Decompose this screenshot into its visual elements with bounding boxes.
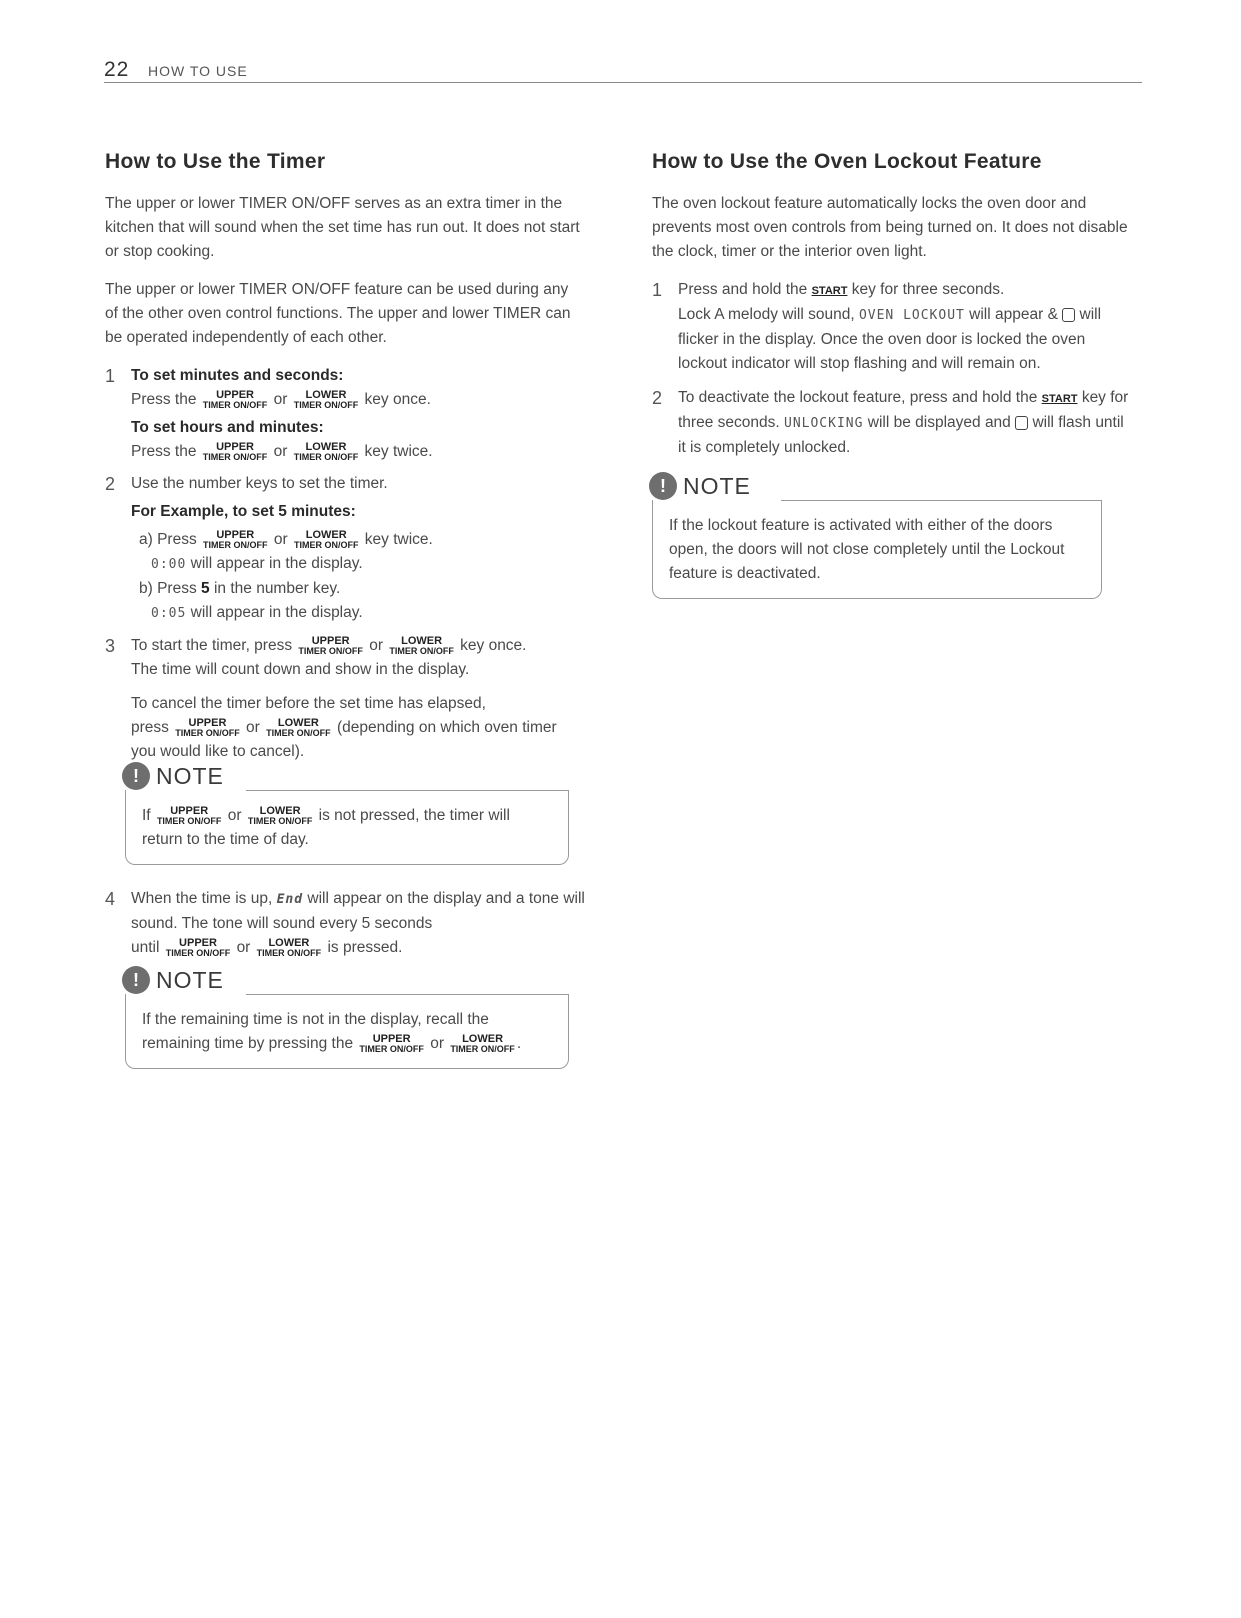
text: or (246, 719, 260, 736)
exclamation-icon: ! (649, 472, 677, 500)
lock-icon (1015, 416, 1028, 430)
key-bottom: TIMER ON/OFF (202, 451, 268, 462)
note-box (125, 763, 569, 865)
step-text: To cancel the timer before the set time has elapsed, (131, 695, 486, 712)
text: Press the (131, 443, 197, 460)
text: key once. (460, 637, 527, 654)
key-top: UPPER (188, 716, 227, 729)
upper-timer-key (157, 806, 222, 826)
timer-step-1 (105, 364, 585, 464)
upper-timer-key (203, 442, 268, 462)
key-top: LOWER (268, 936, 310, 949)
text: key once. (364, 391, 431, 408)
key-bottom: TIMER ON/OFF (247, 815, 313, 826)
display-readout: UNLOCKING (784, 416, 864, 431)
text: Lock A melody will sound, (678, 306, 855, 323)
timer-title: How to Use the Timer (105, 150, 326, 173)
lockout-title: How to Use the Oven Lockout Feature (652, 150, 1042, 173)
lower-timer-key (450, 1034, 515, 1054)
step-heading: To set hours and minutes: (131, 419, 324, 436)
key-bottom: TIMER ON/OFF (293, 399, 359, 410)
lower-timer-key (294, 390, 359, 410)
text: or (227, 807, 242, 824)
key-top: LOWER (259, 804, 301, 817)
text: When the time is up, (131, 890, 273, 907)
text: Press and hold the (678, 281, 808, 298)
step-number: 2 (105, 474, 116, 494)
timer-intro-2: The upper or lower TIMER ON/OFF feature can be used during any of the other oven control functions. The upper and lower TIMER can be operated independently of each other. (105, 281, 571, 346)
text: b) Press (139, 580, 197, 597)
text: key for three seconds. (851, 281, 1005, 298)
timer-step-3 (105, 634, 585, 764)
key-top: LOWER (277, 716, 319, 729)
upper-timer-key (298, 636, 363, 656)
timer-section (105, 150, 585, 1091)
text: key for three seconds. (678, 389, 1129, 431)
step-text: The time will count down and show in the display. (131, 661, 470, 678)
note-rule (781, 500, 1102, 501)
note-box (125, 967, 569, 1069)
lower-timer-key (389, 636, 454, 656)
step-heading: To set minutes and seconds: (131, 367, 344, 384)
note-title: NOTE (683, 473, 751, 499)
page-number: 22 (104, 58, 130, 81)
text: To deactivate the lockout feature, press and hold the (678, 389, 1038, 406)
start-key: START (811, 285, 848, 297)
key-top: UPPER (311, 634, 350, 647)
text: key twice. (364, 531, 433, 548)
note-header (122, 966, 224, 994)
step-line (678, 303, 1132, 376)
lower-timer-key (257, 938, 322, 958)
text: will flash until it is completely unlocked. (678, 414, 1124, 456)
key-top: LOWER (305, 528, 347, 541)
text: . (516, 1035, 522, 1052)
exclamation-icon: ! (122, 966, 150, 994)
lower-timer-key (248, 806, 313, 826)
step-number: 1 (105, 366, 116, 386)
key-bottom: TIMER ON/OFF (256, 947, 322, 958)
step-line (131, 887, 585, 936)
note-header (649, 472, 751, 500)
step-line (131, 440, 585, 464)
note-header (122, 762, 224, 790)
key-bottom: TIMER ON/OFF (389, 645, 454, 656)
key-bottom: TIMER ON/OFF (202, 399, 268, 410)
text: press (131, 719, 169, 736)
upper-timer-key (175, 718, 240, 738)
key-bottom: TIMER ON/OFF (298, 645, 363, 656)
step-line (131, 552, 585, 577)
step-number: 4 (105, 889, 116, 909)
lockout-intro: The oven lockout feature automatically locks the oven door and prevents most oven controls from being turned on. It does not disable the clock, timer or the interior oven light. (652, 195, 1128, 260)
step-number: 1 (652, 280, 663, 300)
timer-intro-1: The upper or lower TIMER ON/OFF serves as an extra timer in the kitchen that will sound when the set time has run out. It does not start or stop cooking. (105, 195, 580, 260)
key-top: LOWER (305, 388, 347, 401)
text: is pressed. (327, 939, 403, 956)
note-box (652, 473, 1102, 599)
text: or (273, 443, 288, 460)
key-top: UPPER (216, 388, 254, 401)
display-readout: OVEN LOCKOUT (858, 308, 965, 323)
step-line (131, 634, 585, 658)
display-readout: End (276, 892, 304, 907)
note-title: NOTE (156, 763, 224, 789)
note-rule (246, 994, 569, 995)
step-line (131, 577, 585, 601)
text: is not pressed, the timer will return to the time of day. (142, 807, 510, 848)
lockout-section (652, 150, 1132, 621)
text: or (369, 637, 384, 654)
lockout-step-1 (652, 278, 1132, 376)
text: a) Press (139, 531, 197, 548)
key-bottom: TIMER ON/OFF (293, 451, 359, 462)
start-key: START (1041, 393, 1078, 405)
text: If the lockout feature is activated with either of the doors open, the doors will not close completely until the Lockout feature is deactivated. (669, 517, 1065, 582)
page-header (104, 58, 1142, 83)
text: or (273, 531, 288, 548)
key-top: UPPER (216, 440, 254, 453)
timer-step-2 (105, 472, 585, 626)
key-bottom: TIMER ON/OFF (266, 727, 331, 738)
key-top: UPPER (170, 804, 209, 817)
key-bottom: TIMER ON/OFF (203, 539, 268, 550)
timer-step-4 (105, 887, 585, 960)
lower-timer-key (294, 530, 359, 550)
key-bottom: TIMER ON/OFF (156, 815, 222, 826)
text: key twice. (364, 443, 433, 460)
text: To start the timer, press (131, 637, 293, 654)
text: or (273, 391, 288, 408)
text: (depending on which oven timer you would like to cancel). (131, 719, 557, 760)
text: in the number key. (213, 580, 341, 597)
text: will be displayed and (867, 414, 1011, 431)
step-text: Use the number keys to set the timer. (131, 475, 388, 492)
step-line (131, 528, 585, 552)
upper-timer-key (166, 938, 231, 958)
text: If (142, 807, 151, 824)
text: will appear in the display. (190, 555, 363, 572)
key-top: UPPER (179, 936, 217, 949)
step-line (678, 386, 1132, 460)
step-number: 3 (105, 636, 116, 656)
exclamation-icon: ! (122, 762, 150, 790)
step-line (131, 601, 585, 626)
step-line (131, 716, 585, 764)
key-top: LOWER (401, 634, 443, 647)
step-line (131, 388, 585, 412)
key-bottom: TIMER ON/OFF (450, 1043, 515, 1054)
display-readout: 0:05 (151, 606, 187, 621)
step-line (131, 936, 585, 960)
lockout-step-2 (652, 386, 1132, 460)
text: will appear on the display and a tone will sound. The tone will sound every 5 seconds (131, 890, 585, 932)
text: will flicker in the display. Once the oven door is locked the oven lockout indicator will stop flashing and will remain on. (678, 306, 1102, 372)
key-top: UPPER (372, 1032, 411, 1045)
note-title: NOTE (156, 967, 224, 993)
key-bottom: TIMER ON/OFF (175, 727, 240, 738)
text: Press the (131, 391, 197, 408)
number-key: 5 (201, 580, 210, 597)
key-top: LOWER (305, 440, 347, 453)
lower-timer-key (266, 718, 331, 738)
upper-timer-key (359, 1034, 424, 1054)
note-rule (246, 790, 569, 791)
text: If the remaining time is not in the display, recall the remaining time by pressing the (142, 1011, 489, 1052)
display-readout: 0:00 (151, 557, 187, 572)
text: will appear & (969, 306, 1058, 323)
upper-timer-key (203, 530, 268, 550)
text: or (236, 939, 251, 956)
text: until (131, 939, 160, 956)
key-top: LOWER (462, 1032, 504, 1045)
key-bottom: TIMER ON/OFF (293, 539, 359, 550)
section-title: HOW TO USE (148, 63, 248, 79)
key-top: UPPER (216, 528, 255, 541)
text: will appear in the display. (190, 604, 363, 621)
step-number: 2 (652, 388, 663, 408)
key-bottom: TIMER ON/OFF (359, 1043, 424, 1054)
step-line (678, 278, 1132, 303)
step-heading: For Example, to set 5 minutes: (131, 503, 356, 520)
key-bottom: TIMER ON/OFF (165, 947, 231, 958)
text: or (430, 1035, 444, 1052)
upper-timer-key (203, 390, 268, 410)
lock-icon (1062, 308, 1075, 322)
lower-timer-key (294, 442, 359, 462)
